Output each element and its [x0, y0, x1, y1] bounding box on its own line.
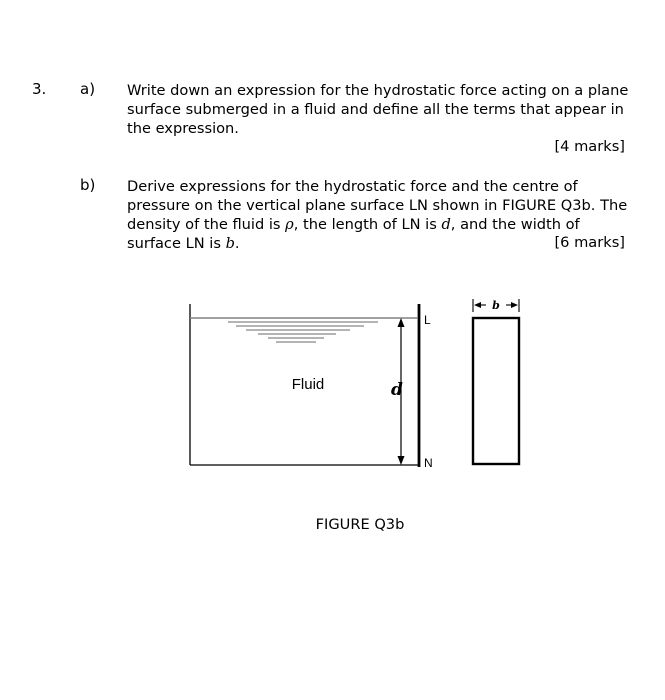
part-b-marks: [6 marks]: [554, 234, 625, 251]
part-b-label: b): [80, 176, 96, 194]
fluid-label: Fluid: [291, 376, 325, 393]
question-number: 3.: [32, 80, 47, 98]
surface-front-view: [473, 318, 519, 464]
b-symbol: b: [225, 235, 235, 252]
figure-caption: FIGURE Q3b: [315, 516, 405, 533]
width-symbol: b: [492, 299, 500, 312]
part-b-text-4: .: [234, 235, 240, 252]
point-n-label: N: [424, 456, 433, 470]
part-b-text-3: , and the width of surface LN is: [127, 216, 580, 252]
part-a-label: a): [80, 80, 96, 98]
part-a-text: Write down an expression for the hydrostatic force acting on a plane surface submerged in a fluid and define all the terms that appear in the expression.: [127, 82, 629, 137]
part-b-text-2: , the length of LN is: [293, 216, 442, 233]
free-surface-symbol: [228, 322, 378, 342]
d-symbol: d: [441, 216, 451, 233]
length-symbol: d: [391, 380, 403, 400]
part-b-text-1: Derive expressions for the hydrostatic force and the centre of pressure on the vertical plane surface LN shown in FIGURE Q3b. The density of the fluid is: [127, 178, 628, 233]
point-l-label: L: [424, 313, 431, 327]
rho-symbol: ρ: [285, 216, 294, 233]
part-a-marks: [4 marks]: [554, 138, 625, 155]
